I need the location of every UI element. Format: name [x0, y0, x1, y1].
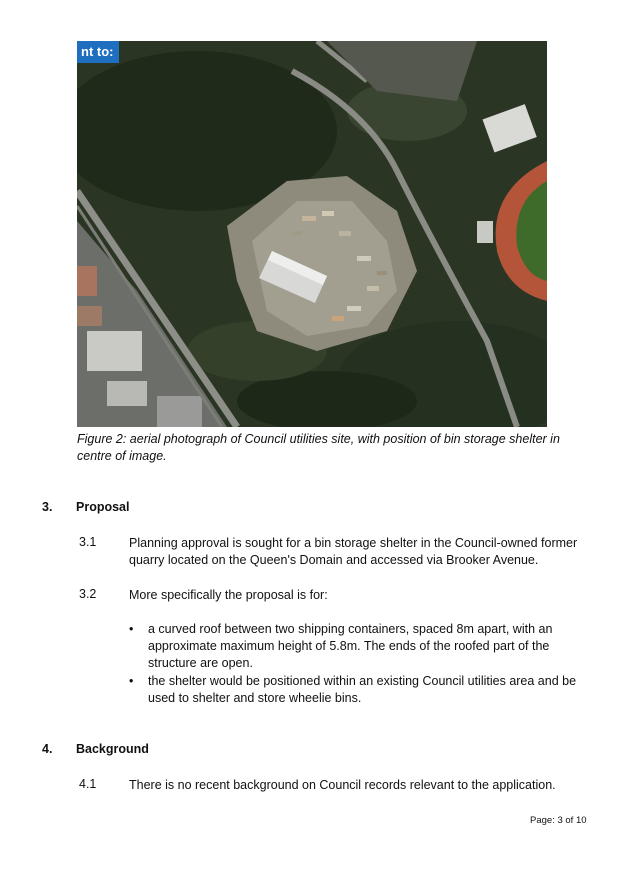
bullet-text: the shelter would be positioned within an existing Council utilities area and be used to shelter and store wheelie bins. — [148, 674, 577, 705]
aerial-photograph — [77, 41, 547, 427]
section-title-proposal: Proposal — [76, 500, 130, 514]
paragraph-number: 4.1 — [79, 777, 97, 791]
paragraph-number: 3.1 — [79, 535, 97, 549]
figure-caption: Figure 2: aerial photograph of Council utilities site, with position of bin storage shelter in centre of image. — [77, 432, 560, 463]
page-number: Page: 3 of 10 — [530, 815, 587, 826]
paragraph-text: More specifically the proposal is for: — [129, 588, 328, 602]
paragraph-text: There is no recent background on Council records relevant to the application. — [129, 778, 556, 792]
section-number: 4. — [42, 742, 53, 756]
bullet-symbol: • — [129, 622, 134, 636]
section-title-background: Background — [76, 742, 149, 756]
aerial-photo-image — [77, 41, 547, 427]
bullet-symbol: • — [129, 674, 134, 688]
section-number: 3. — [42, 500, 53, 514]
bullet-text: a curved roof between two shipping containers, spaced 8m apart, with an approximate maximum height of 5.8m. The ends of the roofed part of the structure are open. — [148, 622, 553, 670]
photo-overlay-label: nt to: — [77, 41, 119, 63]
paragraph-text: Planning approval is sought for a bin storage shelter in the Council-owned former quarry located on the Queen's Domain and accessed via Brooker Avenue. — [129, 536, 578, 567]
paragraph-number: 3.2 — [79, 587, 97, 601]
